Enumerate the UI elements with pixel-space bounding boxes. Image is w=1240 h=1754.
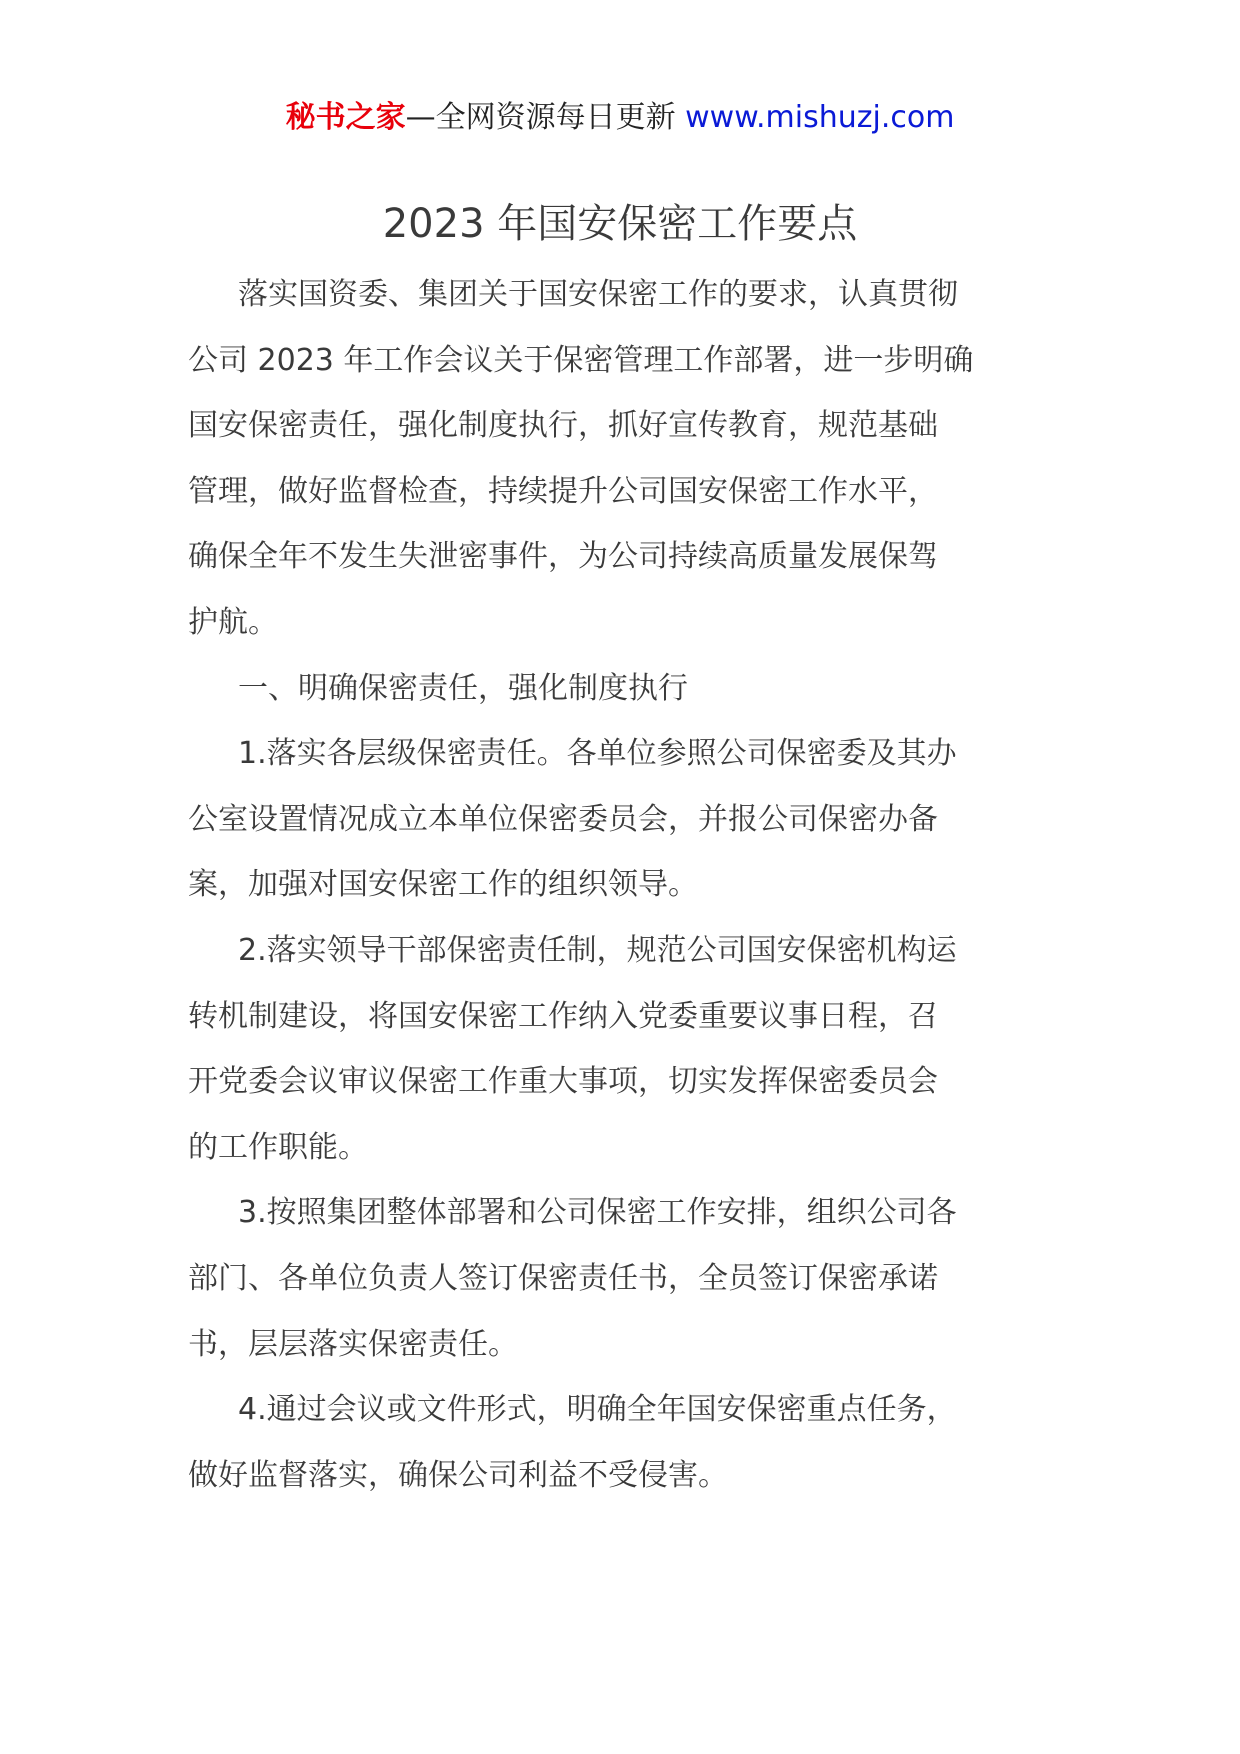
item-4-line: 4.通过会议或文件形式，明确全年国安保密重点任务， bbox=[238, 1392, 957, 1428]
paragraph-intro-line: 确保全年不发生失泄密事件，为公司持续高质量发展保驾 bbox=[188, 539, 938, 575]
item-1-line: 公室设置情况成立本单位保密委员会，并报公司保密办备 bbox=[188, 801, 938, 837]
paragraph-intro-line: 公司 2023 年工作会议关于保密管理工作部署，进一步明确 bbox=[188, 342, 974, 378]
document-title: 2023 年国安保密工作要点 bbox=[382, 201, 858, 247]
item-2-line: 转机制建设，将国安保密工作纳入党委重要议事日程，召 bbox=[188, 998, 938, 1034]
brand-name: 秘书之家 bbox=[285, 100, 406, 135]
item-4-line: 做好监督落实，确保公司利益不受侵害。 bbox=[188, 1457, 728, 1493]
paragraph-intro-line: 国安保密责任，强化制度执行，抓好宣传教育，规范基础 bbox=[188, 408, 938, 444]
site-url-link[interactable]: www.mishuzj.com bbox=[685, 100, 955, 135]
paragraph-intro-line: 护航。 bbox=[188, 604, 278, 640]
item-3-line: 3.按照集团整体部署和公司保密工作安排，组织公司各 bbox=[238, 1195, 957, 1231]
item-2-line: 2.落实领导干部保密责任制，规范公司国安保密机构运 bbox=[238, 932, 957, 968]
header-slogan: —全网资源每日更新 bbox=[405, 100, 676, 135]
site-header bbox=[0, 98, 1240, 138]
document-body bbox=[188, 275, 1068, 1521]
item-1-line: 案，加强对国安保密工作的组织领导。 bbox=[188, 867, 698, 903]
item-3-line: 书，层层落实保密责任。 bbox=[188, 1326, 518, 1362]
item-2-line: 开党委会议审议保密工作重大事项，切实发挥保密委员会 bbox=[188, 1064, 938, 1100]
item-3-line: 部门、各单位负责人签订保密责任书，全员签订保密承诺 bbox=[188, 1260, 938, 1296]
paragraph-intro-line: 管理，做好监督检查，持续提升公司国安保密工作水平， bbox=[188, 473, 938, 509]
paragraph-intro-line: 落实国资委、集团关于国安保密工作的要求，认真贯彻 bbox=[238, 277, 958, 312]
section-heading: 一、明确保密责任，强化制度执行 bbox=[238, 670, 688, 706]
item-1-line: 1.落实各层级保密责任。各单位参照公司保密委及其办 bbox=[238, 736, 957, 772]
item-2-line: 的工作职能。 bbox=[188, 1129, 368, 1165]
